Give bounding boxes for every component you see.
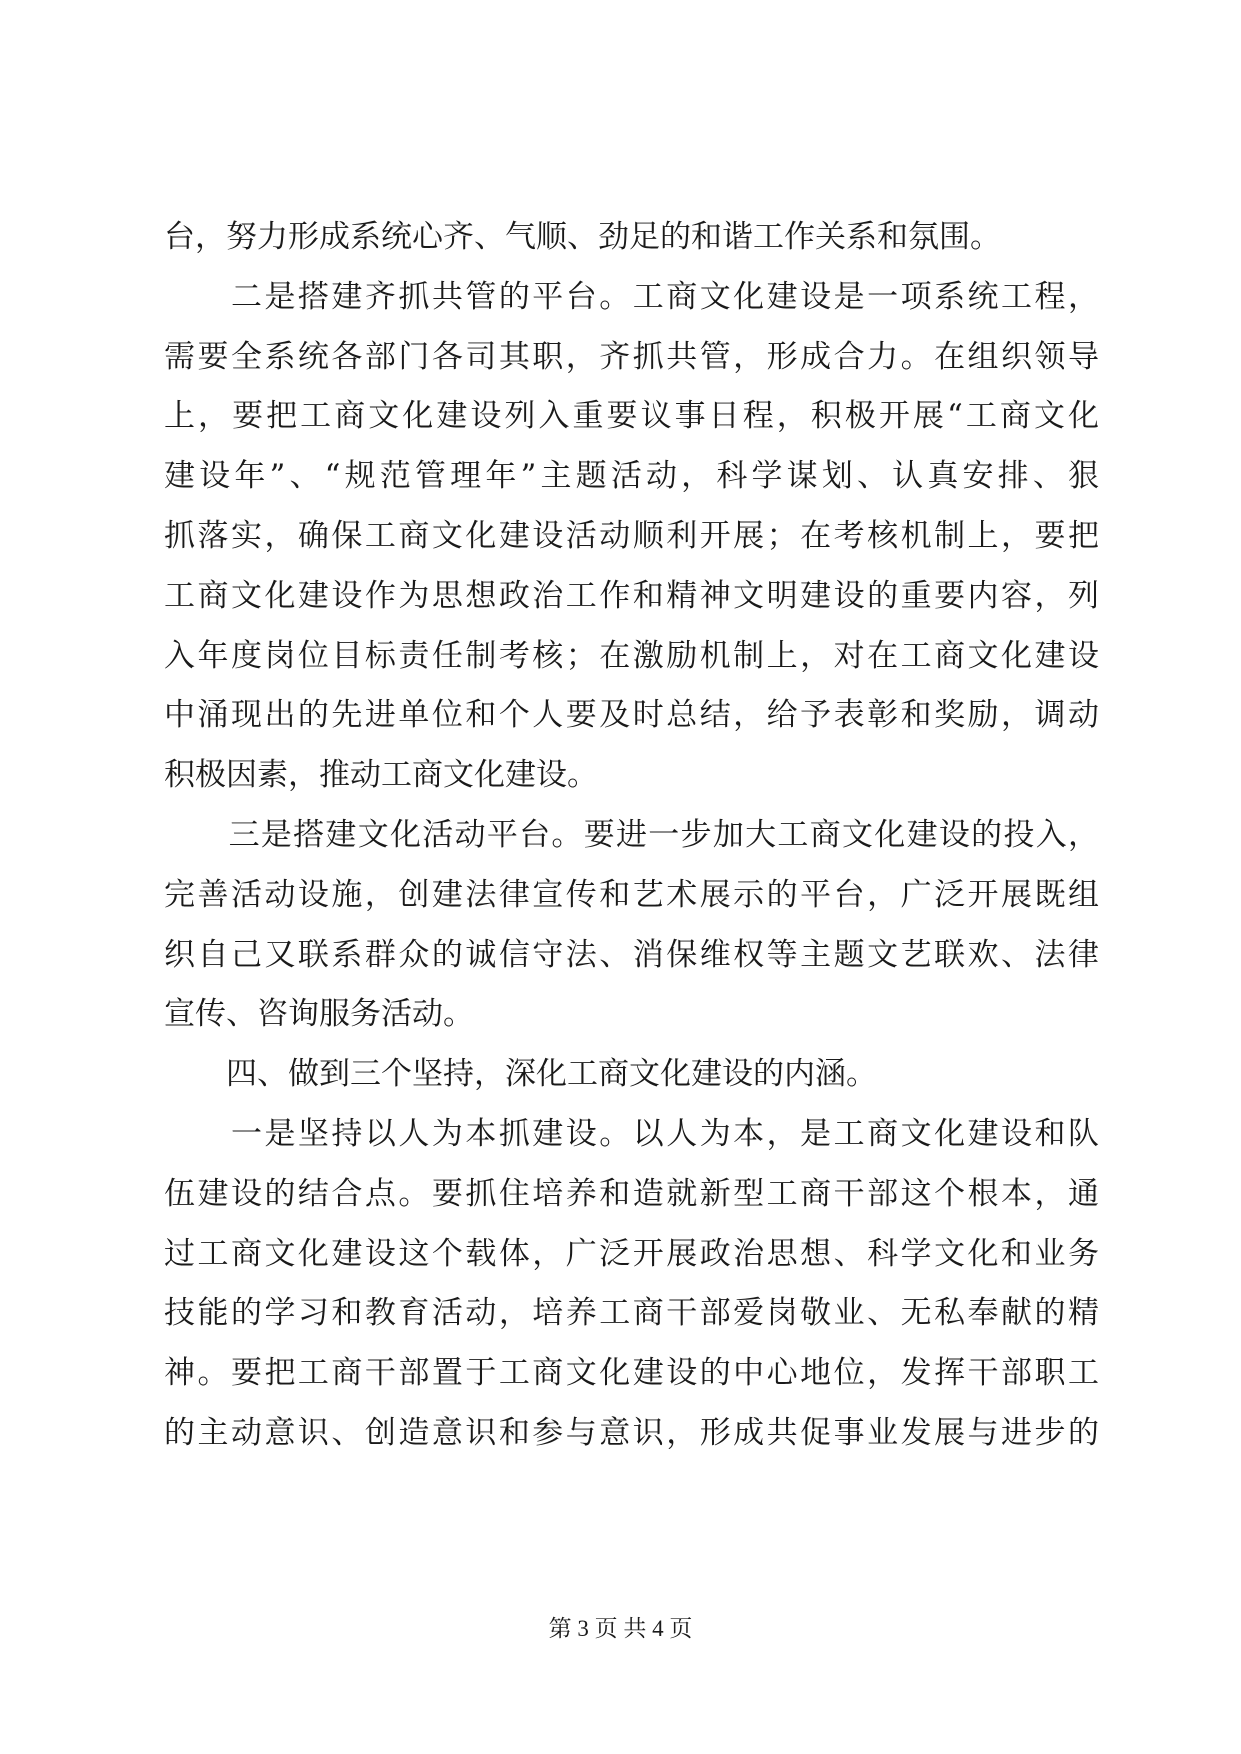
text-line: 三是搭建文化活动平台。要进一步加大工商文化建设的投入， [164, 816, 1099, 853]
text-line: 二是搭建齐抓共管的平台。工商文化建设是一项系统工程， [164, 278, 1099, 315]
text-line: 台，努力形成系统心齐、气顺、劲足的和谐工作关系和氛围。 [164, 219, 1001, 255]
text-line: 抓落实，确保工商文化建设活动顺利开展；在考核机制上，要把 [164, 517, 1099, 554]
text-line: 需要全系统各部门各司其职，齐抓共管，形成合力。在组织领导 [164, 338, 1099, 375]
text-line: 上，要把工商文化建设列入重要议事日程，积极开展“工商文化 [164, 398, 1099, 435]
text-line: 过工商文化建设这个载体，广泛开展政治思想、科学文化和业务 [164, 1235, 1099, 1272]
text-line: 的主动意识、创造意识和参与意识，形成共促事业发展与进步的 [164, 1414, 1099, 1451]
text-line: 入年度岗位目标责任制考核；在激励机制上，对在工商文化建设 [164, 637, 1099, 674]
text-line: 技能的学习和教育活动，培养工商干部爱岗敬业、无私奉献的精 [164, 1295, 1099, 1332]
text-line: 神。要把工商干部置于工商文化建设的中心地位，发挥干部职工 [164, 1355, 1099, 1392]
text-line: 完善活动设施，创建法律宣传和艺术展示的平台，广泛开展既组 [164, 876, 1099, 913]
text-line: 宣传、咨询服务活动。 [164, 996, 474, 1033]
text-line: 一是坚持以人为本抓建设。以人为本，是工商文化建设和队 [164, 1115, 1099, 1152]
page-number-footer: 第 3 页 共 4 页 [548, 1616, 693, 1641]
text-line: 工商文化建设作为思想政治工作和精神文明建设的重要内容，列 [164, 577, 1099, 614]
text-line: 四、做到三个坚持，深化工商文化建设的内涵。 [164, 1056, 877, 1093]
text-line: 织自己又联系群众的诚信守法、消保维权等主题文艺联欢、法律 [164, 936, 1099, 973]
text-line: 积极因素，推动工商文化建设。 [164, 757, 598, 794]
body-text [164, 208, 1099, 1464]
text-line: 中涌现出的先进单位和个人要及时总结，给予表彰和奖励，调动 [164, 697, 1099, 734]
text-line: 伍建设的结合点。要抓住培养和造就新型工商干部这个根本，通 [164, 1175, 1099, 1212]
text-line: 建设年”、“规范管理年”主题活动，科学谋划、认真安排、狠 [164, 458, 1099, 495]
